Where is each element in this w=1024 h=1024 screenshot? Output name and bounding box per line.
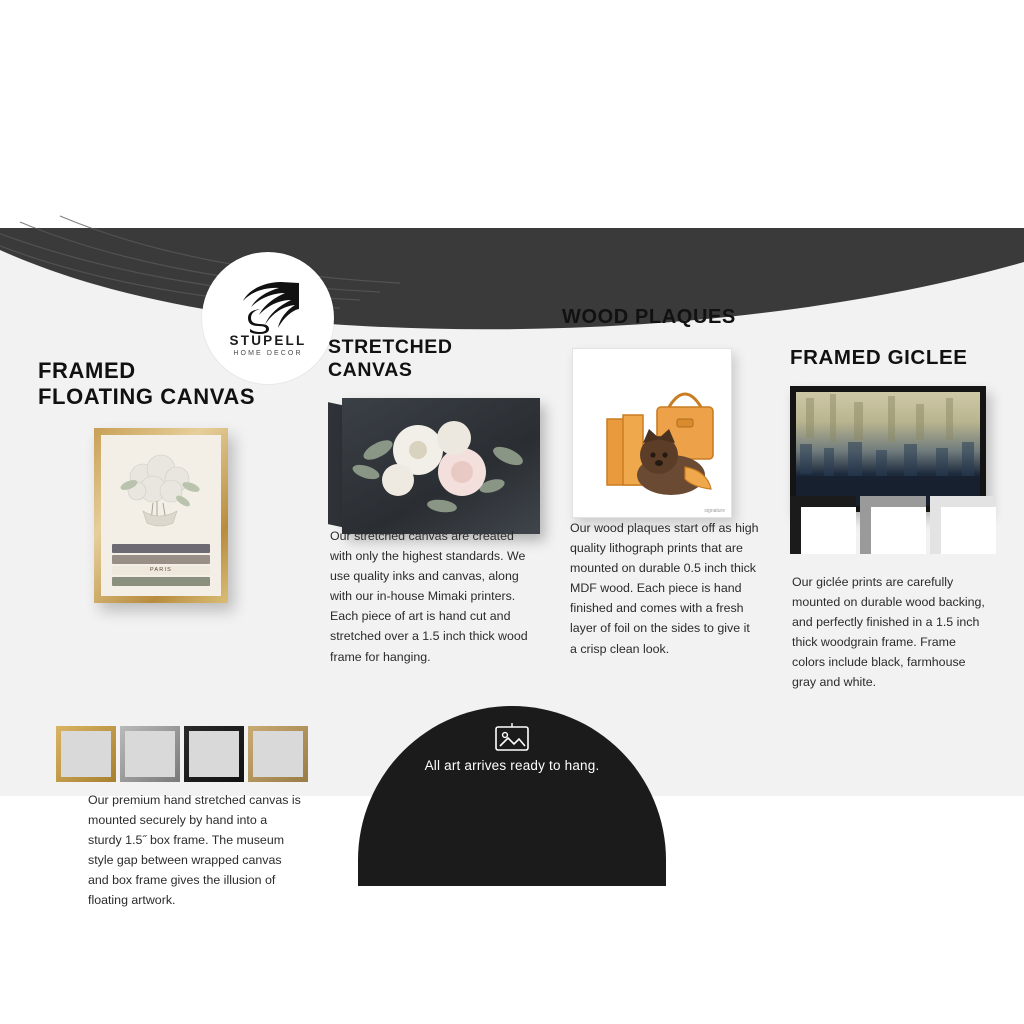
title-line-1: WOOD PLAQUES [562,306,736,328]
brand-name: STUPELL [229,333,307,348]
frame-corner-black[interactable] [790,496,856,554]
ribbon-label: All art arrives ready to hang. [424,758,600,773]
giclee-artwork [796,392,980,506]
title-line-1: FRAMED GICLEE [790,346,968,369]
title-line-1: FRAMED [38,358,136,383]
section-stretched-canvas [328,336,538,664]
title-line-2: CANVAS [328,359,413,381]
dog-with-handbag-icon [573,349,731,517]
floral-artwork-icon [342,398,540,534]
section-description: Our giclée prints are carefully mounted on durable wood backing, and perfectly finished in a 1.5 inch thick woodgrain frame. Frame colors include black, farmhouse gray and white. [792,575,985,690]
frame-color-swatches [56,726,314,782]
section-title [790,346,1002,370]
section-description: Our premium hand stretched canvas is mounted securely by hand into a sturdy 1.5˝ box frame. The museum style gap between wrapped canvas and box frame gives the illusion of floating artwork. [88,793,301,908]
section-title [562,306,772,330]
abstract-landscape-icon [796,392,980,506]
brand-subtitle: HOME DECOR [233,350,303,357]
section-description: Our wood plaques start off as high quality lithograph prints that are mounted on durable 0.5 inch thick MDF wood. Each piece is hand finished and comes with a fresh layer of foil on the sides to give it a crisp clean look. [570,521,759,656]
hydrangea-bouquet-icon [113,451,209,529]
frame-corner-white[interactable] [930,496,996,554]
section-title [328,336,538,382]
product-image-wood-plaque [572,348,738,520]
brand-logo-badge [202,252,334,384]
swatch-gold[interactable] [56,726,116,782]
product-image-framed-floating-canvas [38,428,288,618]
swatch-black[interactable] [184,726,244,782]
plaque-face [572,348,732,518]
infographic-panel [0,228,1024,908]
frame-corner-gray[interactable] [860,496,926,554]
book-stack [112,542,210,586]
canvas-face [342,398,540,534]
section-description: Our stretched canvas are created with only the highest standards. We use quality inks and canvas, along with our in-house Mimaki printers. Each piece of art is hand cut and stretched over a 1.5 inch thick wood frame for hanging. [330,529,528,664]
product-image-framed-giclee [790,386,986,512]
section-wood-plaques [562,306,772,656]
product-image-stretched-canvas [328,398,540,536]
gold-box-frame [94,428,228,603]
book-label: PARIS [149,566,173,573]
artist-signature: signature [704,507,725,514]
swoosh-logo-icon [237,279,299,331]
section-framed-giclee [790,346,1002,690]
section-framed-floating-canvas [38,358,301,908]
swatch-oak[interactable] [248,726,308,782]
title-line-2: FLOATING CANVAS [38,383,256,409]
frame-corner-samples [790,496,1002,558]
title-line-1: STRETCHED [328,336,453,358]
picture-frame-icon [493,722,531,752]
canvas-artwork [101,435,221,596]
swatch-gray[interactable] [120,726,180,782]
